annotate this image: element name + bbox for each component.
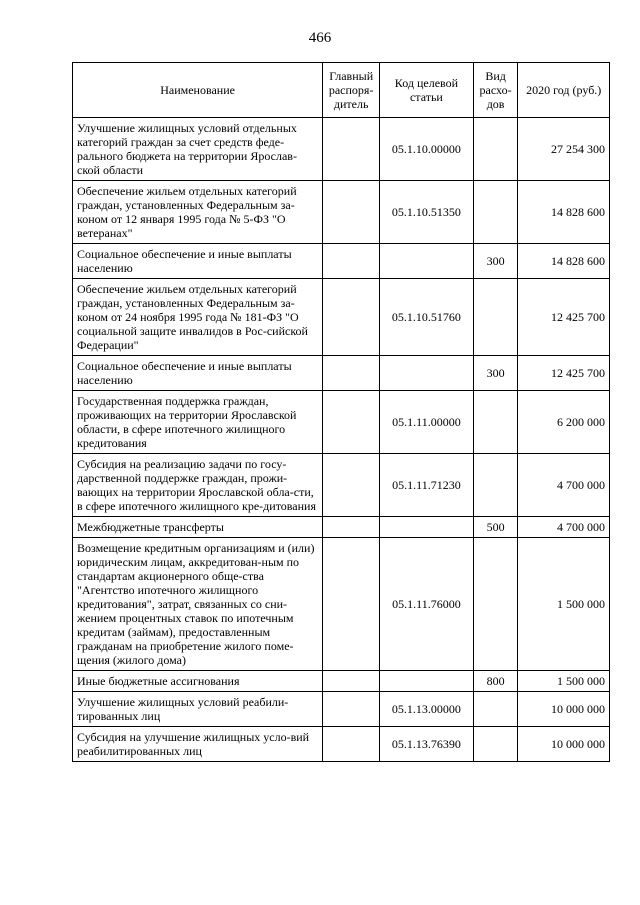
cell-type: [473, 279, 518, 356]
header-code: Код целевой статьи: [380, 63, 474, 118]
cell-code: [380, 244, 474, 279]
header-admin: Главный распоря-дитель: [323, 63, 380, 118]
cell-code: [380, 356, 474, 391]
cell-admin: [323, 181, 380, 244]
cell-sum: 4 700 000: [518, 454, 610, 517]
cell-name: Субсидия на улучшение жилищных усло-вий реабилитированных лиц: [73, 727, 323, 762]
cell-admin: [323, 538, 380, 671]
cell-code: 05.1.10.00000: [380, 118, 474, 181]
cell-admin: [323, 391, 380, 454]
cell-admin: [323, 692, 380, 727]
cell-name: Социальное обеспечение и иные выплаты населению: [73, 244, 323, 279]
header-type: Вид расхо-дов: [473, 63, 518, 118]
cell-sum: 12 425 700: [518, 279, 610, 356]
cell-code: 05.1.11.76000: [380, 538, 474, 671]
header-sum: 2020 год (руб.): [518, 63, 610, 118]
cell-type: 500: [473, 517, 518, 538]
cell-type: 300: [473, 356, 518, 391]
table-row: [73, 181, 610, 244]
cell-name: Социальное обеспечение и иные выплаты населению: [73, 356, 323, 391]
cell-admin: [323, 118, 380, 181]
budget-table: [72, 62, 610, 762]
cell-sum: 1 500 000: [518, 538, 610, 671]
table-row: [73, 692, 610, 727]
cell-code: 05.1.10.51350: [380, 181, 474, 244]
cell-code: 05.1.11.00000: [380, 391, 474, 454]
cell-admin: [323, 454, 380, 517]
cell-type: 800: [473, 671, 518, 692]
table-header-row: [73, 63, 610, 118]
cell-name: Межбюджетные трансферты: [73, 517, 323, 538]
cell-admin: [323, 727, 380, 762]
cell-admin: [323, 279, 380, 356]
cell-type: [473, 181, 518, 244]
cell-name: Обеспечение жильем отдельных категорий граждан, установленных Федеральным за-коном от 12 января 1995 года № 5-ФЗ "О ветеранах": [73, 181, 323, 244]
header-name: Наименование: [73, 63, 323, 118]
cell-name: Улучшение жилищных условий реабили-тированных лиц: [73, 692, 323, 727]
table-row: [73, 391, 610, 454]
table-row: [73, 244, 610, 279]
table-row: [73, 356, 610, 391]
cell-admin: [323, 517, 380, 538]
cell-sum: 10 000 000: [518, 692, 610, 727]
cell-code: 05.1.13.76390: [380, 727, 474, 762]
cell-admin: [323, 244, 380, 279]
cell-type: [473, 391, 518, 454]
cell-name: Возмещение кредитным организациям и (или) юридическим лицам, аккредитован-ным по стандартам акционерного обще-ства "Агентство ипотечного жилищного кредитования", затрат, связанных со сни-жением процентных ставок по ипотечным кредитам (займам), предоставленным гражданам на приобретение жилого поме-щения (жилого дома): [73, 538, 323, 671]
cell-sum: 4 700 000: [518, 517, 610, 538]
cell-name: Улучшение жилищных условий отдельных категорий граждан за счет средств феде-рального бюджета на территории Ярослав-ской области: [73, 118, 323, 181]
cell-code: [380, 517, 474, 538]
cell-type: [473, 692, 518, 727]
table-row: [73, 538, 610, 671]
cell-type: [473, 454, 518, 517]
table-row: [73, 727, 610, 762]
cell-sum: 14 828 600: [518, 244, 610, 279]
cell-code: [380, 671, 474, 692]
cell-code: 05.1.11.71230: [380, 454, 474, 517]
table-body: [73, 118, 610, 762]
cell-admin: [323, 671, 380, 692]
cell-sum: 12 425 700: [518, 356, 610, 391]
cell-type: 300: [473, 244, 518, 279]
cell-sum: 27 254 300: [518, 118, 610, 181]
cell-name: Субсидия на реализацию задачи по госу-дарственной поддержке граждан, прожи-вающих на территории Ярославской обла-сти, в сфере ипотечного жилищного кре-дитования: [73, 454, 323, 517]
table-row: [73, 118, 610, 181]
table-row: [73, 517, 610, 538]
cell-code: 05.1.13.00000: [380, 692, 474, 727]
cell-code: 05.1.10.51760: [380, 279, 474, 356]
cell-sum: 1 500 000: [518, 671, 610, 692]
cell-type: [473, 538, 518, 671]
page-number: 466: [308, 30, 332, 46]
table-row: [73, 454, 610, 517]
cell-admin: [323, 356, 380, 391]
cell-sum: 14 828 600: [518, 181, 610, 244]
table-row: [73, 671, 610, 692]
cell-name: Обеспечение жильем отдельных категорий граждан, установленных Федеральным за-коном от 24 ноября 1995 года № 181-ФЗ "О социальной защите инвалидов в Рос-сийской Федерации": [73, 279, 323, 356]
cell-type: [473, 727, 518, 762]
cell-sum: 6 200 000: [518, 391, 610, 454]
cell-name: Государственная поддержка граждан, проживающих на территории Ярославской области, в сфере ипотечного жилищного кредитования: [73, 391, 323, 454]
cell-sum: 10 000 000: [518, 727, 610, 762]
table-row: [73, 279, 610, 356]
cell-name: Иные бюджетные ассигнования: [73, 671, 323, 692]
cell-type: [473, 118, 518, 181]
